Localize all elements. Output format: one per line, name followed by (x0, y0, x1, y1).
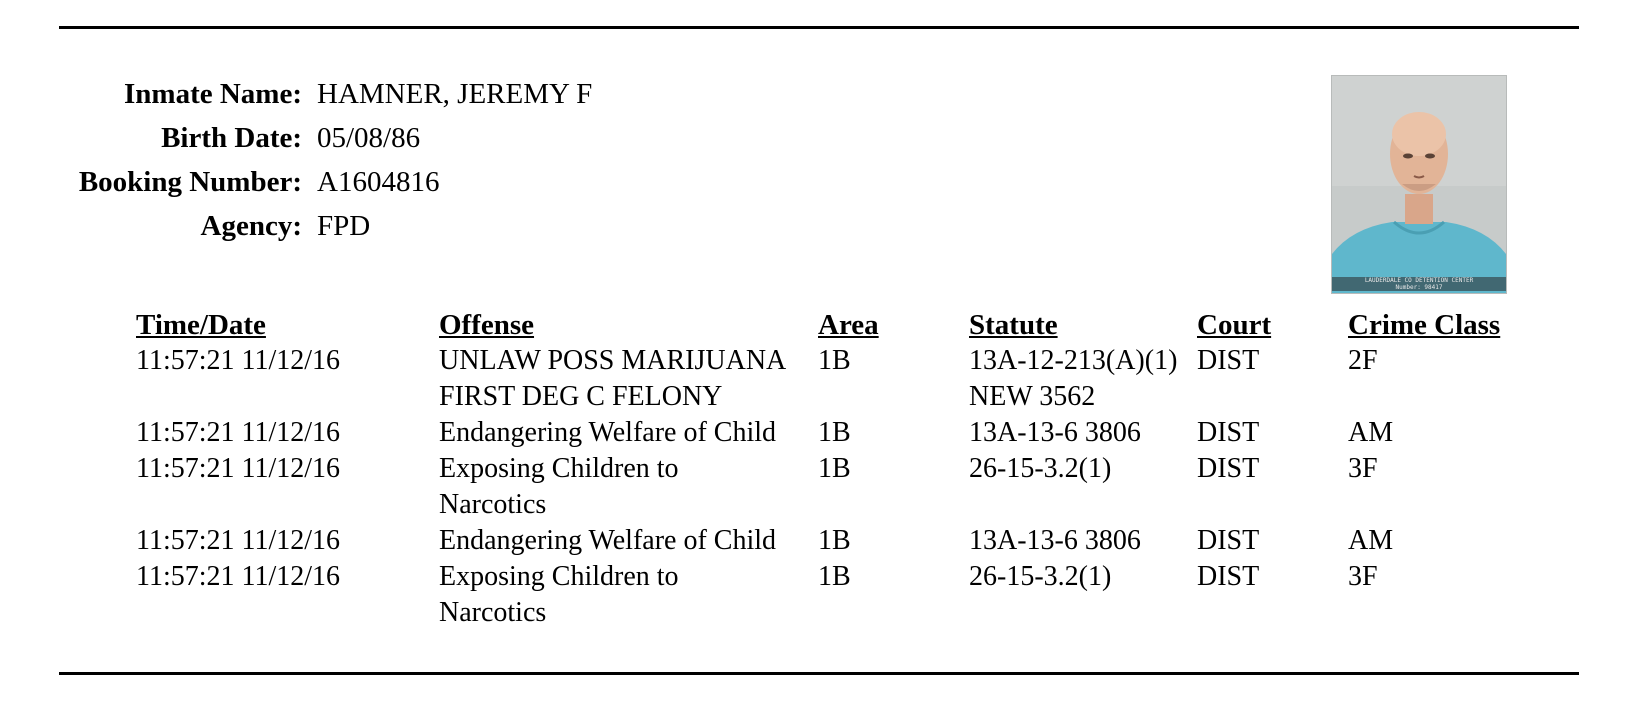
row-area: 1B (818, 345, 851, 376)
row-offense: Endangering Welfare of Child (439, 417, 777, 448)
bottom-divider (59, 672, 1579, 675)
birth-date-label: Birth Date: (161, 122, 302, 154)
row-statute: 13A-13-6 3806 (969, 525, 1141, 556)
row-time-date: 11:57:21 11/12/16 (136, 345, 341, 376)
row-court: DIST (1197, 345, 1260, 376)
photo-caption-line: LAUDERDALE CO DETENTION CENTER (1364, 277, 1474, 284)
inmate-name-value: HAMNER, JEREMY F (317, 78, 593, 110)
row-statute: 26-15-3.2(1) (969, 561, 1112, 592)
row-area: 1B (818, 453, 851, 484)
row-court: DIST (1197, 525, 1260, 556)
header-area: Area (818, 309, 879, 341)
row-time-date: 11:57:21 11/12/16 (136, 561, 341, 592)
agency-label: Agency: (200, 210, 302, 242)
row-statute-line2: NEW 3562 (969, 381, 1096, 412)
row-court: DIST (1197, 417, 1260, 448)
agency-value: FPD (317, 210, 371, 242)
row-area: 1B (818, 561, 851, 592)
booking-number-label: Booking Number: (78, 166, 302, 198)
row-crime-class: AM (1348, 417, 1394, 448)
row-crime-class: AM (1348, 525, 1394, 556)
row-offense-line2: FIRST DEG C FELONY (439, 381, 723, 412)
row-offense-line2: Narcotics (439, 489, 547, 520)
header-court: Court (1197, 309, 1272, 341)
header-time-date: Time/Date (136, 309, 266, 341)
birth-date-value: 05/08/86 (317, 122, 421, 154)
row-crime-class: 3F (1348, 453, 1378, 484)
header-crime-class: Crime Class (1348, 309, 1501, 341)
row-area: 1B (818, 525, 851, 556)
row-statute: 13A-12-213(A)(1) (969, 345, 1178, 376)
row-offense: Exposing Children to (439, 453, 679, 484)
row-offense-line2: Narcotics (439, 597, 547, 628)
photo-caption-line: Number: 98417 (1395, 284, 1443, 291)
row-court: DIST (1197, 453, 1260, 484)
row-offense: Endangering Welfare of Child (439, 525, 777, 556)
row-statute: 13A-13-6 3806 (969, 417, 1141, 448)
row-time-date: 11:57:21 11/12/16 (136, 453, 341, 484)
row-area: 1B (818, 417, 851, 448)
mugshot-photo (1331, 75, 1507, 294)
photo-caption (1332, 277, 1506, 291)
row-crime-class: 2F (1348, 345, 1378, 376)
inmate-name-label: Inmate Name: (124, 78, 302, 110)
row-time-date: 11:57:21 11/12/16 (136, 417, 341, 448)
row-crime-class: 3F (1348, 561, 1378, 592)
booking-number-value: A1604816 (317, 166, 440, 198)
row-court: DIST (1197, 561, 1260, 592)
row-offense: UNLAW POSS MARIJUANA (439, 345, 787, 376)
mugshot-illustration (1332, 76, 1506, 293)
row-statute: 26-15-3.2(1) (969, 453, 1112, 484)
row-offense: Exposing Children to (439, 561, 679, 592)
header-offense: Offense (439, 309, 535, 341)
header-statute: Statute (969, 309, 1058, 341)
row-time-date: 11:57:21 11/12/16 (136, 525, 341, 556)
top-divider (59, 26, 1579, 29)
